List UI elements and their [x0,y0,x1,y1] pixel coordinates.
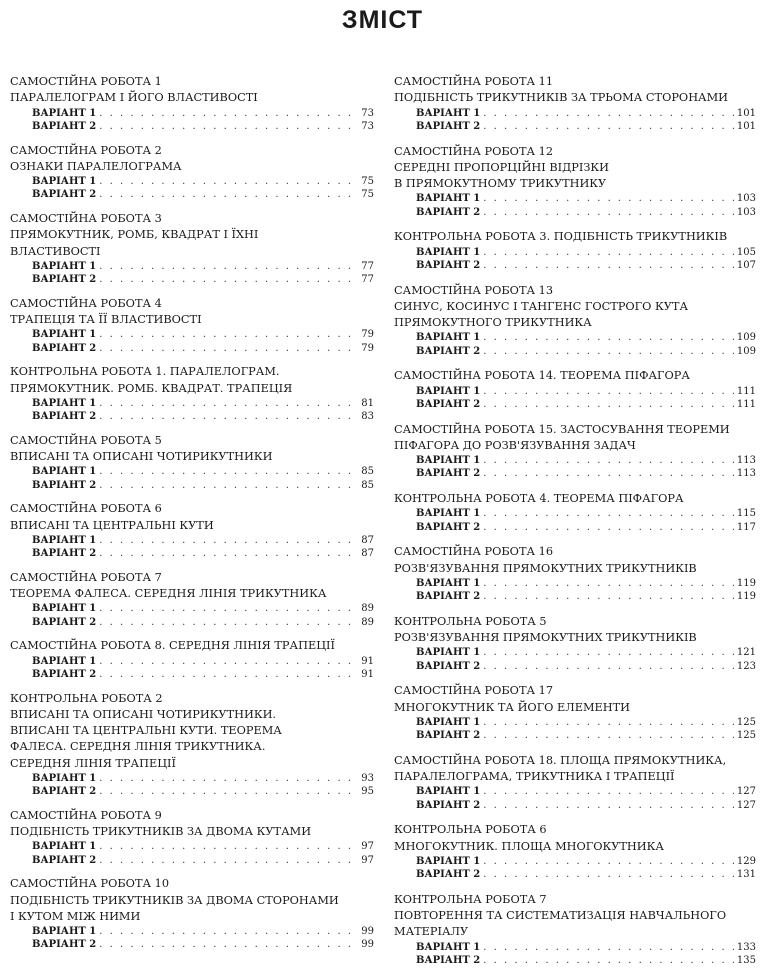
toc-entry [10,107,374,120]
toc-entry [394,246,756,259]
variant-label: ВАРІАНТ 1 [32,603,97,615]
page-number: 95 [361,786,374,798]
toc-heading-line: МНОГОКУТНИК ТА ЙОГО ЕЛЕМЕНТИ [394,700,630,714]
dot-leader [483,120,734,133]
dot-leader [483,331,734,344]
toc-heading-line: ВПИСАНІ ТА ЦЕНТРАЛЬНІ КУТИ. ТЕОРЕМА [10,724,282,738]
variant-label: ВАРІАНТ 1 [416,193,481,205]
page-number: 125 [736,716,756,728]
toc-heading-line: І КУТОМ МІЖ НИМИ [10,909,141,923]
page-number: 79 [361,329,374,341]
variant-label: ВАРІАНТ 1 [32,329,97,341]
toc-section [394,283,756,358]
toc-entry [394,646,756,659]
variant-label: ВАРІАНТ 1 [32,841,97,853]
toc-heading-line: ОЗНАКИ ПАРАЛЕЛОГРАМА [10,159,182,173]
toc-heading-line: ПІФАГОРА ДО РОЗВ'ЯЗУВАННЯ ЗАДАЧ [394,438,636,452]
variant-label: ВАРІАНТ 1 [416,941,481,953]
dot-leader [483,868,734,881]
variant-label: ВАРІАНТ 2 [32,479,97,491]
toc-entry [394,577,756,590]
toc-entry [394,467,756,480]
toc-entry [10,120,374,133]
variant-label: ВАРІАНТ 2 [32,411,97,423]
toc-section [10,570,374,629]
variant-label: ВАРІАНТ 2 [32,274,97,286]
toc-section [10,74,374,133]
toc-entry [394,331,756,344]
dot-leader [483,941,734,954]
dot-leader [483,206,734,219]
dot-leader [99,410,355,423]
toc-heading-line: КОНТРОЛЬНА РОБОТА 5 [394,614,547,628]
toc-entry [10,342,374,355]
toc-heading-line: ФАЛЕСА. СЕРЕДНЯ ЛІНІЯ ТРИКУТНИКА. [10,740,266,754]
toc-entry [10,260,374,273]
toc-entry [10,602,374,615]
toc-heading-line: КОНТРОЛЬНА РОБОТА 2 [10,691,163,705]
toc-heading-line: САМОСТІЙНА РОБОТА 11 [394,75,554,88]
page-number: 79 [361,342,374,354]
page-number: 127 [736,786,756,798]
page-number: 109 [736,332,756,344]
toc-entry [394,716,756,729]
page-number: 99 [361,926,374,938]
toc-heading-line: МАТЕРІАЛУ [394,925,469,939]
dot-leader [99,616,355,629]
toc-heading-line: САМОСТІЙНА РОБОТА 6 [10,502,162,516]
dot-leader [99,854,355,867]
dot-leader [483,799,734,812]
variant-label: ВАРІАНТ 2 [32,616,97,628]
page-number: 97 [361,854,374,866]
toc-heading-line: САМОСТІЙНА РОБОТА 12 [394,144,554,158]
toc-heading-line: РОЗВ'ЯЗУВАННЯ ПРЯМОКУТНИХ ТРИКУТНИКІВ [394,561,697,575]
dot-leader [99,938,355,951]
variant-label: ВАРІАНТ 1 [416,508,481,520]
page-number: 133 [736,941,756,953]
page-number: 115 [736,508,756,520]
toc-heading-line: САМОСТІЙНА РОБОТА 10 [10,877,170,891]
page-number: 125 [736,730,756,741]
page-number: 75 [361,176,374,188]
toc-heading-line: ВЛАСТИВОСТІ [10,244,101,258]
dot-leader [99,840,355,853]
dot-leader [483,385,734,398]
toc-entry [394,799,756,812]
toc-heading-line: САМОСТІЙНА РОБОТА 8. СЕРЕДНЯ ЛІНІЯ ТРАПЕЦІЇ [10,639,335,653]
toc-section [394,892,756,967]
variant-label: ВАРІАНТ 2 [32,189,97,201]
toc-section [394,614,756,673]
toc-heading-line: ПОДІБНІСТЬ ТРИКУТНИКІВ ЗА ДВОМА СТОРОНАМИ [10,893,339,907]
dot-leader [483,467,734,480]
page-number: 89 [361,616,374,628]
dot-leader [99,397,355,410]
dot-leader [99,120,355,133]
dot-leader [483,646,734,659]
variant-label: ВАРІАНТ 1 [32,107,97,119]
dot-leader [99,188,355,201]
page-number: 135 [736,954,756,966]
dot-leader [99,655,355,668]
toc-heading-line: ТЕОРЕМА ФАЛЕСА. СЕРЕДНЯ ЛІНІЯ ТРИКУТНИКА [10,587,327,601]
toc-section [394,753,756,812]
toc-section [394,544,756,603]
dot-leader [99,342,355,355]
toc-heading-line: КОНТРОЛЬНА РОБОТА 3. ПОДІБНІСТЬ ТРИКУТНИКІВ [394,230,728,244]
variant-label: ВАРІАНТ 1 [416,332,481,344]
toc-section [394,368,756,411]
dot-leader [483,716,734,729]
toc-heading-line: КОНТРОЛЬНА РОБОТА 7 [394,892,547,906]
variant-label: ВАРІАНТ 1 [416,716,481,728]
toc-section [10,143,374,202]
variant-label: ВАРІАНТ 2 [416,120,481,132]
page-number: 73 [361,107,374,119]
toc-heading-line: ПОДІБНІСТЬ ТРИКУТНИКІВ ЗА ДВОМА КУТАМИ [10,825,312,839]
page-number: 85 [361,466,374,478]
toc-section [394,683,756,742]
toc-heading-line: ПАРАЛЕЛОГРАМА, ТРИКУТНИКА І ТРАПЕЦІЇ [394,770,675,783]
page-number: 93 [361,772,374,784]
toc-heading-line: САМОСТІЙНА РОБОТА 2 [10,143,162,157]
page-number: 87 [361,534,374,546]
toc-entry [10,479,374,492]
toc-entry [394,785,756,798]
toc-section [10,364,374,423]
toc-heading-line: В ПРЯМОКУТНОМУ ТРИКУТНИКУ [394,177,607,191]
toc-heading-line: КОНТРОЛЬНА РОБОТА 6 [394,823,547,837]
dot-leader [483,454,734,467]
page-number: 83 [361,411,374,423]
toc-entry [394,729,756,742]
toc-entry [10,772,374,785]
toc-column-right [394,74,756,978]
toc-heading-line: САМОСТІЙНА РОБОТА 9 [10,808,162,822]
variant-label: ВАРІАНТ 1 [416,786,481,798]
page-number: 109 [736,345,756,357]
toc-heading-line: САМОСТІЙНА РОБОТА 1 [10,75,162,88]
toc-entry [394,855,756,868]
variant-label: ВАРІАНТ 1 [32,655,97,667]
variant-label: ВАРІАНТ 2 [32,786,97,798]
dot-leader [99,668,355,681]
variant-label: ВАРІАНТ 2 [416,954,481,966]
variant-label: ВАРІАНТ 1 [416,455,481,467]
toc-entry [394,521,756,534]
page-number: 91 [361,655,374,667]
toc-entry [10,925,374,938]
toc-entry [394,454,756,467]
dot-leader [483,192,734,205]
page-number: 91 [361,668,374,680]
page-number: 123 [736,660,756,672]
dot-leader [99,273,355,286]
page-number: 89 [361,603,374,615]
page-number: 111 [736,385,756,397]
toc-heading-line: ПОДІБНІСТЬ ТРИКУТНИКІВ ЗА ТРЬОМА СТОРОНАМИ [394,91,729,105]
toc-section [10,211,374,286]
dot-leader [99,785,355,798]
variant-label: ВАРІАНТ 2 [416,869,481,880]
variant-label: ВАРІАНТ 1 [416,246,481,258]
dot-leader [483,660,734,673]
toc-heading-line: СЕРЕДНІ ПРОПОРЦІЙНІ ВІДРІЗКИ [394,160,609,174]
toc-section [394,74,756,133]
page-number: 81 [361,397,374,409]
toc-entry [10,328,374,341]
toc-entry [394,259,756,272]
variant-label: ВАРІАНТ 2 [32,668,97,680]
page-number: 75 [361,189,374,201]
variant-label: ВАРІАНТ 1 [416,385,481,397]
toc-heading-line: КОНТРОЛЬНА РОБОТА 1. ПАРАЛЕЛОГРАМ. [10,365,280,379]
dot-leader [99,107,355,120]
dot-leader [483,590,734,603]
variant-label: ВАРІАНТ 2 [416,398,481,410]
toc-heading-line: СИНУС, КОСИНУС І ТАНГЕНС ГОСТРОГО КУТА [394,299,689,313]
dot-leader [483,107,734,120]
dot-leader [483,259,734,272]
dot-leader [483,507,734,520]
toc-entry [10,465,374,478]
toc-section [394,822,756,881]
variant-label: ВАРІАНТ 1 [32,466,97,478]
page-number: 113 [736,455,756,467]
toc-heading-line: САМОСТІЙНА РОБОТА 3 [10,212,162,225]
toc-entry [10,655,374,668]
toc-heading-line: ПРЯМОКУТНИК, РОМБ, КВАДРАТ І ЇХНІ [10,228,259,242]
toc-entry [10,175,374,188]
page-number: 111 [736,398,756,410]
toc-section [394,144,756,219]
toc-entry [10,188,374,201]
toc-heading-line: ТРАПЕЦІЯ ТА ЇЇ ВЛАСТИВОСТІ [10,313,202,327]
toc-section [10,808,374,867]
toc-entry [10,616,374,629]
toc-section [10,296,374,355]
toc-section [394,422,756,481]
page-number: 105 [736,246,756,258]
toc-heading-line: РОЗВ'ЯЗУВАННЯ ПРЯМОКУТНИХ ТРИКУТНИКІВ [394,631,697,644]
dot-leader [483,577,734,590]
variant-label: ВАРІАНТ 2 [416,521,481,533]
page-number: 129 [736,855,756,867]
dot-leader [483,398,734,411]
toc-entry [394,941,756,954]
toc-heading-line: САМОСТІЙНА РОБОТА 15. ЗАСТОСУВАННЯ ТЕОРЕМИ [394,422,730,436]
dot-leader [99,479,355,492]
dot-leader [99,772,355,785]
toc-entry [10,840,374,853]
dot-leader [99,260,355,273]
dot-leader [99,925,355,938]
toc-entry [10,273,374,286]
dot-leader [483,785,734,798]
variant-label: ВАРІАНТ 2 [416,730,481,741]
variant-label: ВАРІАНТ 2 [416,468,481,480]
variant-label: ВАРІАНТ 1 [416,855,481,867]
page-number: 85 [361,479,374,491]
toc-section [394,229,756,272]
page-number: 127 [736,799,756,811]
toc-section [394,491,756,534]
variant-label: ВАРІАНТ 2 [416,660,481,672]
toc-entry [394,206,756,219]
page-number: 107 [736,259,756,271]
toc-entry [394,954,756,967]
toc-entry [10,397,374,410]
dot-leader [99,547,355,560]
toc-entry [10,668,374,681]
variant-label: ВАРІАНТ 2 [32,120,97,132]
page-number: 87 [361,548,374,560]
toc-section [10,501,374,560]
toc-heading-line: ВПИСАНІ ТА ОПИСАНІ ЧОТИРИКУТНИКИ [10,450,273,464]
toc-heading-line: САМОСТІЙНА РОБОТА 4 [10,296,162,310]
dot-leader [99,602,355,615]
variant-label: ВАРІАНТ 2 [32,854,97,866]
variant-label: ВАРІАНТ 2 [416,345,481,357]
page-number: 77 [361,274,374,286]
toc-entry [10,854,374,867]
toc-entry [394,660,756,673]
page-number: 117 [736,521,756,533]
page-number: 101 [736,107,756,119]
toc-entry [394,192,756,205]
page-number: 121 [736,647,756,659]
toc-heading-line: САМОСТІЙНА РОБОТА 5 [10,433,162,447]
toc-heading-line: ПРЯМОКУТНОГО ТРИКУТНИКА [394,316,592,330]
toc-section [10,691,374,799]
variant-label: ВАРІАНТ 2 [416,206,481,218]
toc-section [10,638,374,681]
variant-label: ВАРІАНТ 1 [32,772,97,784]
toc-heading-line: ВПИСАНІ ТА ОПИСАНІ ЧОТИРИКУТНИКИ. [10,707,277,721]
variant-label: ВАРІАНТ 2 [416,591,481,602]
toc-heading-line: ПРЯМОКУТНИК. РОМБ. КВАДРАТ. ТРАПЕЦІЯ [10,381,293,395]
variant-label: ВАРІАНТ 2 [416,799,481,811]
page-number: 119 [736,577,756,589]
variant-label: ВАРІАНТ 2 [32,548,97,560]
toc-heading-line: САМОСТІЙНА РОБОТА 7 [10,570,162,584]
dot-leader [483,855,734,868]
toc-section [10,876,374,951]
dot-leader [483,729,734,742]
toc-entry [10,547,374,560]
page-number: 77 [361,260,374,272]
toc-entry [394,107,756,120]
page-number: 113 [736,468,756,480]
page-number: 101 [736,120,756,132]
toc-heading-line: МНОГОКУТНИК. ПЛОЩА МНОГОКУТНИКА [394,839,664,853]
toc-entry [10,938,374,951]
toc-entry [10,410,374,423]
toc-heading-line: САМОСТІЙНА РОБОТА 13 [394,283,554,297]
toc-heading-line: САМОСТІЙНА РОБОТА 17 [394,684,554,698]
variant-label: ВАРІАНТ 2 [32,939,97,951]
variant-label: ВАРІАНТ 1 [416,647,481,659]
page-number: 103 [736,206,756,218]
page-number: 103 [736,193,756,205]
dot-leader [483,521,734,534]
toc-entry [394,345,756,358]
page-number: 99 [361,939,374,951]
toc-heading-line: СЕРЕДНЯ ЛІНІЯ ТРАПЕЦІЇ [10,756,176,770]
variant-label: ВАРІАНТ 1 [416,577,481,589]
toc-heading-line: ПОВТОРЕННЯ ТА СИСТЕМАТИЗАЦІЯ НАВЧАЛЬНОГО [394,909,727,922]
dot-leader [483,345,734,358]
toc-section [10,433,374,492]
page-number: 131 [736,869,756,880]
toc-heading-line: САМОСТІЙНА РОБОТА 16 [394,545,554,559]
toc-column-left [10,74,374,961]
variant-label: ВАРІАНТ 1 [32,397,97,409]
toc-heading-line: ПАРАЛЕЛОГРАМ І ЙОГО ВЛАСТИВОСТІ [10,91,258,105]
dot-leader [483,954,734,967]
toc-heading-line: САМОСТІЙНА РОБОТА 14. ТЕОРЕМА ПІФАГОРА [394,369,690,383]
variant-label: ВАРІАНТ 1 [32,534,97,546]
dot-leader [99,534,355,547]
toc-entry [394,120,756,133]
toc-entry [394,868,756,881]
toc-heading-line: КОНТРОЛЬНА РОБОТА 4. ТЕОРЕМА ПІФАГОРА [394,492,684,505]
toc-entry [394,398,756,411]
dot-leader [99,175,355,188]
dot-leader [483,246,734,259]
toc-heading-line: САМОСТІЙНА РОБОТА 18. ПЛОЩА ПРЯМОКУТНИКА, [394,753,727,767]
variant-label: ВАРІАНТ 2 [32,342,97,354]
variant-label: ВАРІАНТ 1 [32,926,97,938]
page-number: 119 [736,591,756,602]
variant-label: ВАРІАНТ 1 [32,260,97,272]
page-number: 97 [361,841,374,853]
variant-label: ВАРІАНТ 1 [32,176,97,188]
dot-leader [99,328,355,341]
variant-label: ВАРІАНТ 2 [416,259,481,271]
toc-entry [10,534,374,547]
page-number: 73 [361,120,374,132]
toc-heading-line: ВПИСАНІ ТА ЦЕНТРАЛЬНІ КУТИ [10,518,214,532]
page-title: ЗМІСТ [341,6,424,34]
toc-entry [394,590,756,603]
toc-entry [10,785,374,798]
toc-entry [394,507,756,520]
variant-label: ВАРІАНТ 1 [416,107,481,119]
dot-leader [99,465,355,478]
toc-entry [394,385,756,398]
